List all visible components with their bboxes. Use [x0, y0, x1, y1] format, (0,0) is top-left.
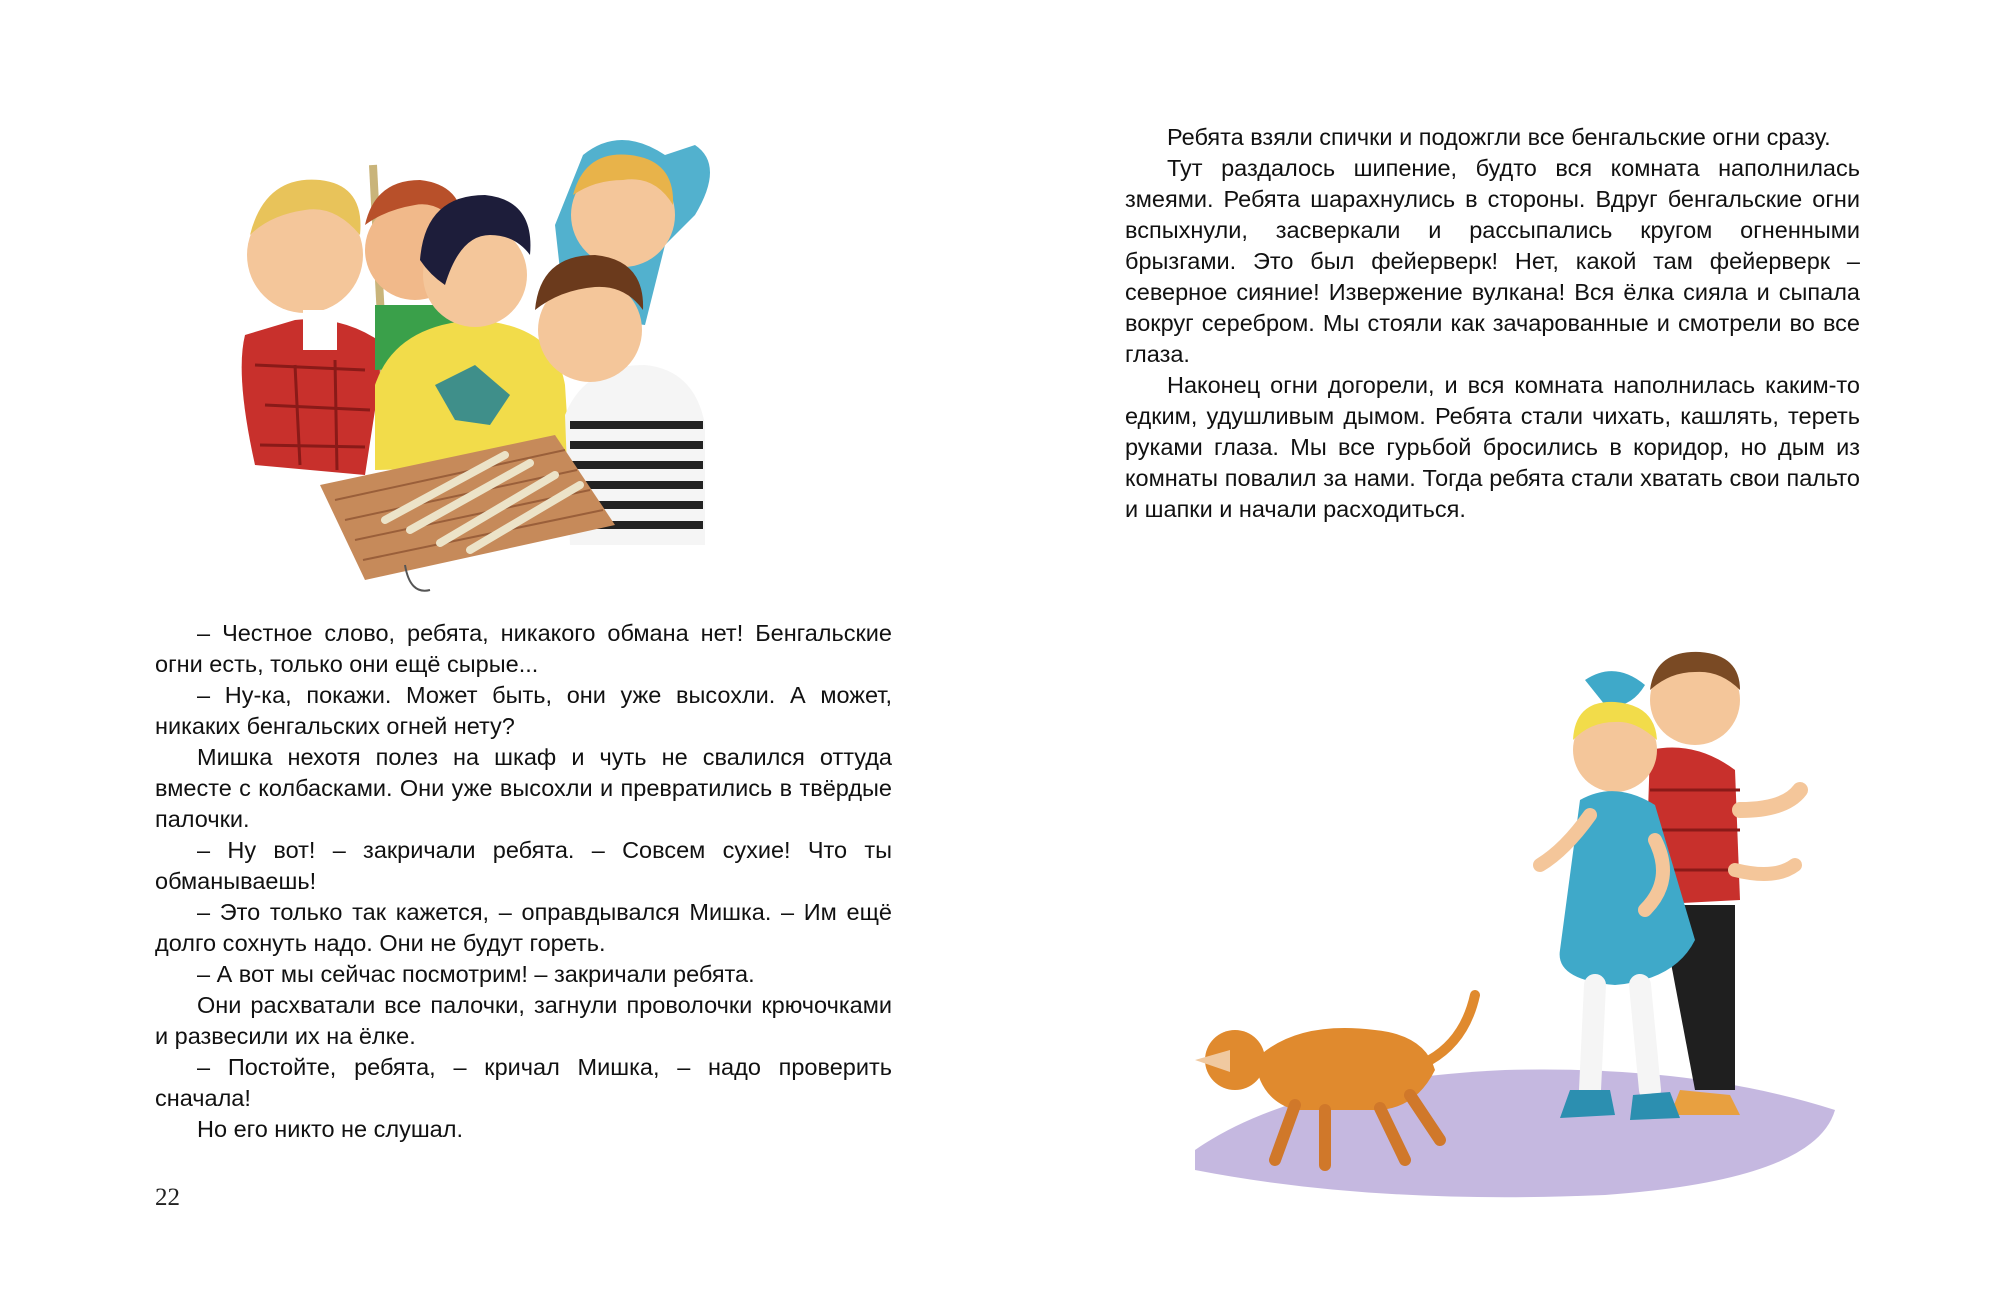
children-with-sparklers-illustration: [225, 125, 840, 600]
paragraph: – А вот мы сейчас посмотрим! – закричали ребята.: [197, 961, 755, 987]
paragraph: Но его никто не слушал.: [197, 1116, 463, 1142]
paragraph: Мишка нехотя полез на шкаф и чуть не свалился оттуда вместе с колбасками. Они уже высохли и превратились в твёрдые палочки.: [155, 744, 892, 832]
paragraph: Они расхватали все палочки, загнули проволочки крючочками и развесили их на ёлке.: [155, 992, 892, 1049]
paragraph: – Ну вот! – закричали ребята. – Совсем сухие! Что ты обманываешь!: [155, 837, 892, 894]
paragraph: Тут раздалось шипение, будто вся комната наполнилась змеями. Ребята шарахнулись в стороны. Вдруг бенгальские огни вспыхнули, засверкали и рассыпались кругом огненными брызгами. Это был фейерверк! Нет, какой там фейерверк – северное сияние! Извержение вулкана! Вся ёлка сияла и сыпала вокруг серебром. Мы стояли как зачарованные и смотрели во все глаза.: [1125, 155, 1860, 367]
dog-and-children-illustration: [1175, 640, 1875, 1210]
page-number: 22: [155, 1184, 180, 1211]
paragraph: – Это только так кажется, – оправдывался Мишка. – Им ещё долго сохнуть надо. Они не будут гореть.: [155, 899, 892, 956]
paragraph: Наконец огни догорели, и вся комната наполнилась каким-то едким, удушливым дымом. Ребята стали чихать, кашлять, тереть руками глаза. Мы все гурьбой бросились в коридор, но дым из комнаты повалил за нами. Тогда ребята стали хватать свои пальто и шапки и начали расходиться.: [1125, 372, 1860, 522]
paragraph: – Постойте, ребята, – кричал Мишка, – надо проверить сначала!: [155, 1054, 892, 1111]
children-with-sparklers-board-illustration: [225, 125, 840, 600]
left-page-text: [155, 618, 892, 1145]
right-page: [1000, 0, 2000, 1307]
right-page-text: [1125, 122, 1860, 525]
dog-and-children-illustration-frame: [1175, 640, 1875, 1210]
paragraph: – Честное слово, ребята, никакого обмана нет! Бенгальские огни есть, только они ещё сырые...: [155, 620, 892, 677]
paragraph: – Ну-ка, покажи. Может быть, они уже высохли. А может, никаких бенгальских огней нету?: [155, 682, 892, 739]
paragraph: Ребята взяли спички и подожгли все бенгальские огни сразу.: [1167, 124, 1831, 150]
